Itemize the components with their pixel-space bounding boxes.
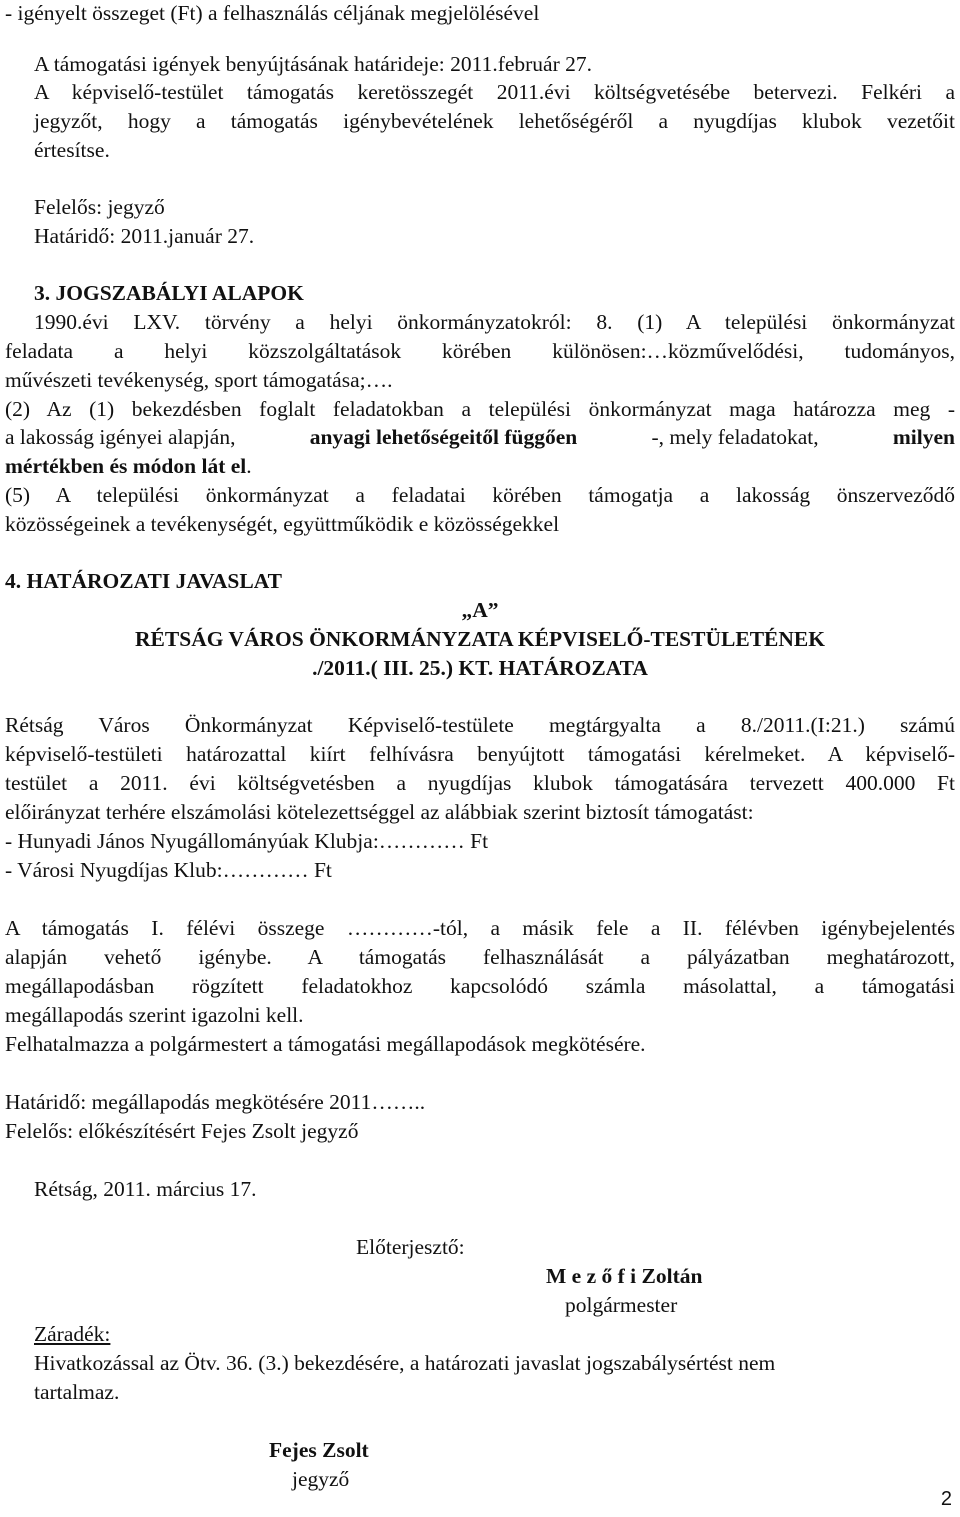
- text-line: (5) A települési önkormányzat a feladatai körében támogatja a lakosság önszerveződő: [5, 483, 955, 507]
- signatory-name: M e z ő f i Zoltán: [546, 1264, 703, 1288]
- text-line: Felelős: előkészítésért Fejes Zsolt jegyző: [5, 1119, 359, 1143]
- presenter-label: Előterjesztő:: [356, 1235, 465, 1259]
- text-line: A támogatási igények benyújtásának határideje: 2011.február 27.: [34, 52, 593, 76]
- resolution-title: RÉTSÁG VÁROS ÖNKORMÁNYZATA KÉPVISELŐ-TESTÜLETÉNEK: [135, 627, 825, 651]
- text-line: előirányzat terhére elszámolási kötelezettséggel az alábbiak szerint biztosít támogatást:: [5, 800, 754, 824]
- text-line: A képviselő-testület támogatás keretösszegét 2011.évi költségvetésébe betervezi. Felkéri a: [34, 80, 955, 104]
- page-number: 2: [940, 1488, 952, 1510]
- text-line: megállapodás szerint igazolni kell.: [5, 1003, 304, 1027]
- clause-label: Záradék:: [34, 1322, 111, 1346]
- text-line: 1990.évi LXV. törvény a helyi önkormányzatokról: 8. (1) A települési önkormányzat: [34, 310, 955, 334]
- section-heading: 4. HATÁROZATI JAVASLAT: [5, 569, 282, 593]
- section-heading: 3. JOGSZABÁLYI ALAPOK: [34, 281, 304, 305]
- signatory-title: polgármester: [565, 1293, 678, 1317]
- text-line: értesítse.: [34, 138, 110, 162]
- resolution-mark: „A”: [461, 598, 499, 622]
- notary-title: jegyző: [292, 1467, 350, 1491]
- text-line: testület a 2011. évi költségvetésben a nyugdíjas klubok támogatására tervezett 400.000 Ft: [5, 771, 955, 795]
- text-line: tartalmaz.: [34, 1380, 120, 1404]
- text-line: alapján vehető igénybe. A támogatás felhasználását a pályázatban meghatározott,: [5, 945, 955, 969]
- text-line: jegyzőt, hogy a támogatás igénybevételének lehetőségéről a nyugdíjas klubok vezetőit: [34, 109, 955, 133]
- text-line: közösségeinek a tevékenységét, együttműködik e közösségekkel: [5, 512, 560, 536]
- text-line: Rétság Város Önkormányzat Képviselő-testülete megtárgyalta a 8./2011.(I:21.) számú: [5, 713, 955, 737]
- list-item: - Városi Nyugdíjas Klub:………… Ft: [5, 858, 332, 882]
- resolution-number: ./2011.( III. 25.) KT. HATÁROZATA: [312, 656, 648, 680]
- text-line: feladata a helyi közszolgáltatások körében különösen:…közművelődési, tudományos,: [5, 339, 955, 363]
- text-line: Határidő: megállapodás megkötésére 2011……..: [5, 1090, 426, 1114]
- text-line: a lakosság igényei alapján, anyagi lehetőségeitől függően -, mely feladatokat, milyen: [5, 425, 955, 449]
- text-line: képviselő-testületi határozattal kiírt felhívásra benyújtott támogatási kérelmeket. A képviselő-: [5, 742, 955, 766]
- text-line: Hivatkozással az Ötv. 36. (3.) bekezdésére, a határozati javaslat jogszabálysértést nem: [34, 1351, 776, 1375]
- date-line: Rétság, 2011. március 17.: [34, 1177, 257, 1201]
- text-line: Felhatalmazza a polgármestert a támogatási megállapodások megkötésére.: [5, 1032, 646, 1056]
- notary-name: Fejes Zsolt: [269, 1438, 369, 1462]
- text-line: mértékben és módon lát el.: [5, 454, 252, 478]
- text-line: A támogatás I. félévi összege …………-tól, a másik fele a II. félévben igénybejelentés: [5, 916, 955, 940]
- text-line: - igényelt összeget (Ft) a felhasználás céljának megjelölésével: [5, 1, 540, 25]
- text-line: (2) Az (1) bekezdésben foglalt feladatokban a települési önkormányzat maga határozza meg -: [5, 397, 955, 421]
- text-line: megállapodásban rögzített feladatokhoz kapcsolódó számla másolattal, a támogatási: [5, 974, 955, 998]
- text-line: művészeti tevékenység, sport támogatása;….: [5, 368, 393, 392]
- list-item: - Hunyadi János Nyugállományúak Klubja:………… Ft: [5, 829, 489, 853]
- text-line: Felelős: jegyző: [34, 195, 165, 219]
- text-line: Határidő: 2011.január 27.: [34, 224, 255, 248]
